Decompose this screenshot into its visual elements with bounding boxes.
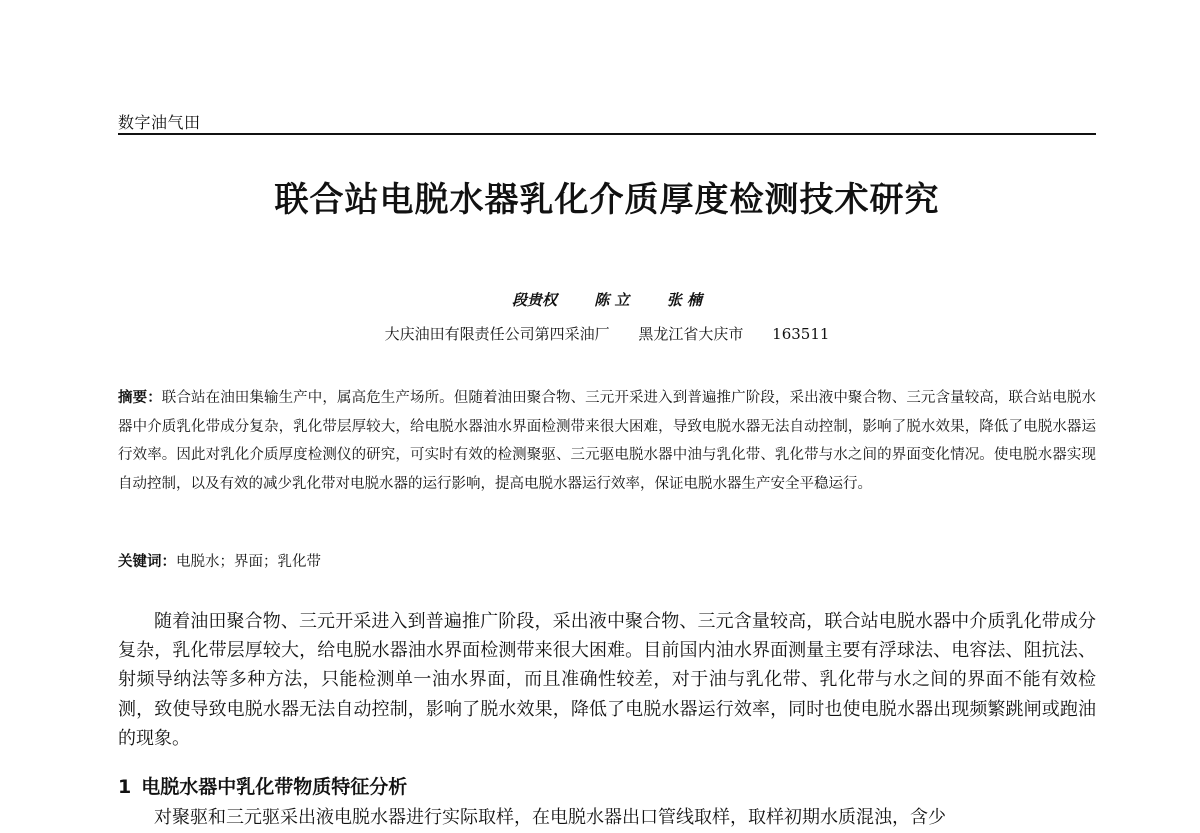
section-1-heading [118,772,407,799]
affiliation-postcode: 163511 [772,325,830,343]
section-1-number: 1 [118,776,132,798]
author-3: 张 楠 [666,291,702,309]
abstract-label: 摘要： [118,390,162,406]
author-list [118,289,1096,310]
keywords-label: 关键词： [118,554,176,570]
author-1: 段贵权 [512,291,558,309]
intro-paragraph: 随着油田聚合物、三元开采进入到普遍推广阶段，采出液中聚合物、三元含量较高，联合站电脱水器中介质乳化带成分复杂，乳化带层厚较大，给电脱水器油水界面检测带来很大困难。目前国内油水界面测量主要有浮球法、电容法、阻抗法、射频导纳法等多种方法，只能检测单一油水界面，而且准确性较差，对于油与乳化带、乳化带与水之间的界面不能有效检测，致使导致电脱水器无法自动控制，影响了脱水效果，降低了电脱水器运行效率，同时也使电脱水器出现频繁跳闸或跑油的现象。 [118,611,1096,749]
abstract [118,384,1096,498]
abstract-text: 联合站在油田集输生产中，属高危生产场所。但随着油田聚合物、三元开采进入到普遍推广阶段，采出液中聚合物、三元含量较高，联合站电脱水器中介质乳化带成分复杂，乳化带层厚较大，给电脱水器油水界面检测带来很大困难，导致电脱水器无法自动控制，影响了脱水效果，降低了电脱水器运行效率。因此对乳化介质厚度检测仪的研究，可实时有效的检测聚驱、三元驱电脱水器中油与乳化带、乳化带与水之间的界面变化情况。使电脱水器实现自动控制，以及有效的减少乳化带对电脱水器的运行影响，提高电脱水器运行效率，保证电脱水器生产安全平稳运行。 [118,390,1096,492]
header-rule [118,133,1096,135]
section-1-title: 电脱水器中乳化带物质特征分析 [141,776,408,798]
paper-title: 联合站电脱水器乳化介质厚度检测技术研究 [274,180,940,220]
affiliation-location: 黑龙江省大庆市 [638,325,744,343]
affiliation [118,323,1096,344]
journal-name: 数字油气田 [118,113,201,132]
affiliation-org: 大庆油田有限责任公司第四采油厂 [384,325,610,343]
keywords-text: 电脱水；界面；乳化带 [176,554,321,570]
author-2: 陈 立 [594,291,630,309]
section-1-first-line: 对聚驱和三元驱采出液电脱水器进行实际取样，在电脱水器出口管线取样，取样初期水质混浊，含少 [154,807,946,828]
keywords [118,550,1096,571]
